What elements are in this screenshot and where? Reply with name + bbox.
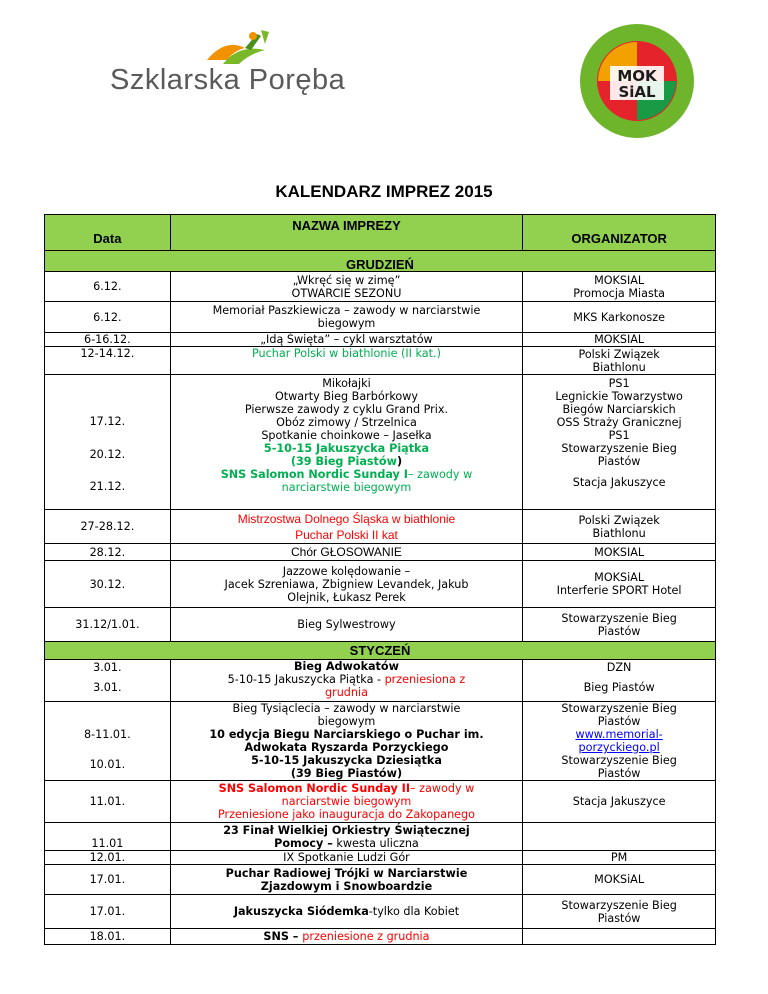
events-table: [44, 214, 716, 945]
logo-text: Szklarska Poręba: [110, 64, 346, 96]
event-name: Memoriał Paszkiewicza – zawody w narciarstwie biegowym: [170, 302, 523, 333]
event-date: 18.01.: [45, 929, 171, 945]
event-organizer: Polski Związek Biathlonu: [523, 347, 716, 375]
month-row-january: [45, 642, 716, 660]
table-row: [45, 851, 716, 865]
event-name: Jakuszycka Siódemka-tylko dla Kobiet: [170, 895, 523, 929]
table-row: [45, 608, 716, 642]
event-organizer: PS1 Legnickie Towarzystwo Biegów Narciarskich OSS Straży Granicznej PS1 Stowarzyszenie Bieg Piastów Stacja Jakuszyce: [523, 375, 716, 510]
month-label: STYCZEŃ: [45, 642, 716, 660]
table-row: [45, 781, 716, 823]
event-name: Mikołajki Otwarty Bieg Barbórkowy Pierwsze zawody z cyklu Grand Prix. Obóz zimowy / Strzelnica Spotkanie choinkowe – Jasełka 5-10-15 Jakuszycka Piątka (39 Bieg Piastów) SNS Salomon Nordic Sunday I– zawody w narciarstwie biegowym: [170, 375, 523, 510]
table-row: [45, 347, 716, 375]
event-date: 11.01.: [45, 781, 171, 823]
memorial-link[interactable]: www.memorial-: [575, 728, 663, 741]
header-event-name: NAZWA IMPREZY: [170, 215, 523, 251]
event-date: 6.12.: [45, 302, 171, 333]
memorial-link[interactable]: porzyckiego.pl: [578, 741, 660, 754]
event-name: Bieg Adwokatów 5-10-15 Jakuszycka Piątka - przeniesiona z grudnia: [170, 660, 523, 702]
event-organizer: Stacja Jakuszyce: [523, 781, 716, 823]
event-name: IX Spotkanie Ludzi Gór: [170, 851, 523, 865]
event-date: 17.12.: [89, 415, 126, 428]
event-dates: [45, 660, 171, 702]
event-name: „Wkręć się w zimę” OTWARCIE SEZONU: [170, 272, 523, 302]
table-row: [45, 865, 716, 895]
event-date: 8-11.01.: [83, 728, 131, 741]
event-organizer: Stowarzyszenie Bieg Piastów: [523, 895, 716, 929]
table-row: [45, 895, 716, 929]
event-organizer: MOKSIAL: [523, 544, 716, 561]
table-row: [45, 333, 716, 347]
event-date: 17.01.: [45, 865, 171, 895]
event-date: 10.01.: [89, 758, 126, 771]
event-dates: [45, 375, 171, 510]
event-name: Jazzowe kolędowanie – Jacek Szreniawa, Zbigniew Levandek, Jakub Olejnik, Łukasz Perek: [170, 561, 523, 608]
event-organizer: Stowarzyszenie Bieg Piastów www.memorial- porzyckiego.pl Stowarzyszenie Bieg Piastów: [523, 702, 716, 781]
event-name: Mistrzostwa Dolnego Śląska w biathlonie Puchar Polski II kat: [170, 510, 523, 544]
event-date: 30.12.: [45, 561, 171, 608]
event-date: 21.12.: [89, 480, 126, 493]
logo-mark-top: MOK: [617, 67, 657, 85]
event-date: 28.12.: [45, 544, 171, 561]
event-name: Bieg Sylwestrowy: [170, 608, 523, 642]
event-organizer: Stowarzyszenie Bieg Piastów: [523, 608, 716, 642]
skier-figure-icon: [205, 30, 275, 66]
event-organizer: Polski Związek Biathlonu: [523, 510, 716, 544]
header-date: Data: [45, 215, 171, 251]
event-organizer: MOKSiAL Interferie SPORT Hotel: [523, 561, 716, 608]
month-label: GRUDZIEŃ: [45, 251, 716, 272]
event-date: 20.12.: [89, 448, 126, 461]
event-organizer: PM: [523, 851, 716, 865]
month-row-december: [45, 251, 716, 272]
table-row: [45, 375, 716, 510]
table-row: [45, 823, 716, 851]
event-organizer: [523, 823, 716, 851]
event-organizer: MOKSIAL Promocja Miasta: [523, 272, 716, 302]
table-row: [45, 929, 716, 945]
event-date: 3.01.: [93, 661, 122, 674]
szklarska-poreba-logo: [110, 30, 346, 100]
event-dates: [45, 702, 171, 781]
event-name: SNS – przeniesione z grudnia: [170, 929, 523, 945]
header-organizer: ORGANIZATOR: [523, 215, 716, 251]
page-title: KALENDARZ IMPREZ 2015: [275, 182, 493, 201]
event-date: 27-28.12.: [45, 510, 171, 544]
event-organizer: MOKSiAL: [523, 865, 716, 895]
event-date: 6-16.12.: [45, 333, 171, 347]
event-date: 12.01.: [45, 851, 171, 865]
event-organizer: MKS Karkonosze: [523, 302, 716, 333]
event-name: SNS Salomon Nordic Sunday II– zawody w narciarstwie biegowym Przeniesione jako inauguracja do Zakopanego: [170, 781, 523, 823]
event-name: „Idą Święta” – cykl warsztatów: [170, 333, 523, 347]
logo-mark-bottom: SiAL: [618, 83, 656, 101]
event-organizer: [523, 929, 716, 945]
table-row: [45, 544, 716, 561]
event-organizer: MOKSIAL: [523, 333, 716, 347]
event-date: 17.01.: [45, 895, 171, 929]
event-date: 12-14.12.: [45, 347, 171, 375]
table-row: [45, 272, 716, 302]
event-date: 6.12.: [45, 272, 171, 302]
event-date: 31.12/1.01.: [45, 608, 171, 642]
table-row: [45, 302, 716, 333]
event-name: Chór GŁOSOWANIE: [170, 544, 523, 561]
event-name: Bieg Tysiąclecia – zawody w narciarstwie biegowym 10 edycja Biegu Narciarskiego o Puchar im. Adwokata Ryszarda Porzyckiego 5-10-15 Jakuszycka Dziesiątka (39 Bieg Piastów): [170, 702, 523, 781]
table-row: [45, 561, 716, 608]
event-name: 23 Finał Wielkiej Orkiestry Świątecznej Pomocy – kwesta uliczna: [170, 823, 523, 851]
table-row: [45, 510, 716, 544]
table-row: [45, 702, 716, 781]
moksial-logo: [578, 22, 696, 140]
event-name: Puchar Radiowej Trójki w Narciarstwie Zjazdowym i Snowboardzie: [170, 865, 523, 895]
event-date: 3.01.: [93, 681, 122, 694]
event-date: 11.01: [45, 823, 171, 851]
table-header: [45, 215, 716, 251]
event-name: Puchar Polski w biathlonie (II kat.): [170, 347, 523, 375]
table-row: [45, 660, 716, 702]
event-organizer: DZN Bieg Piastów: [523, 660, 716, 702]
